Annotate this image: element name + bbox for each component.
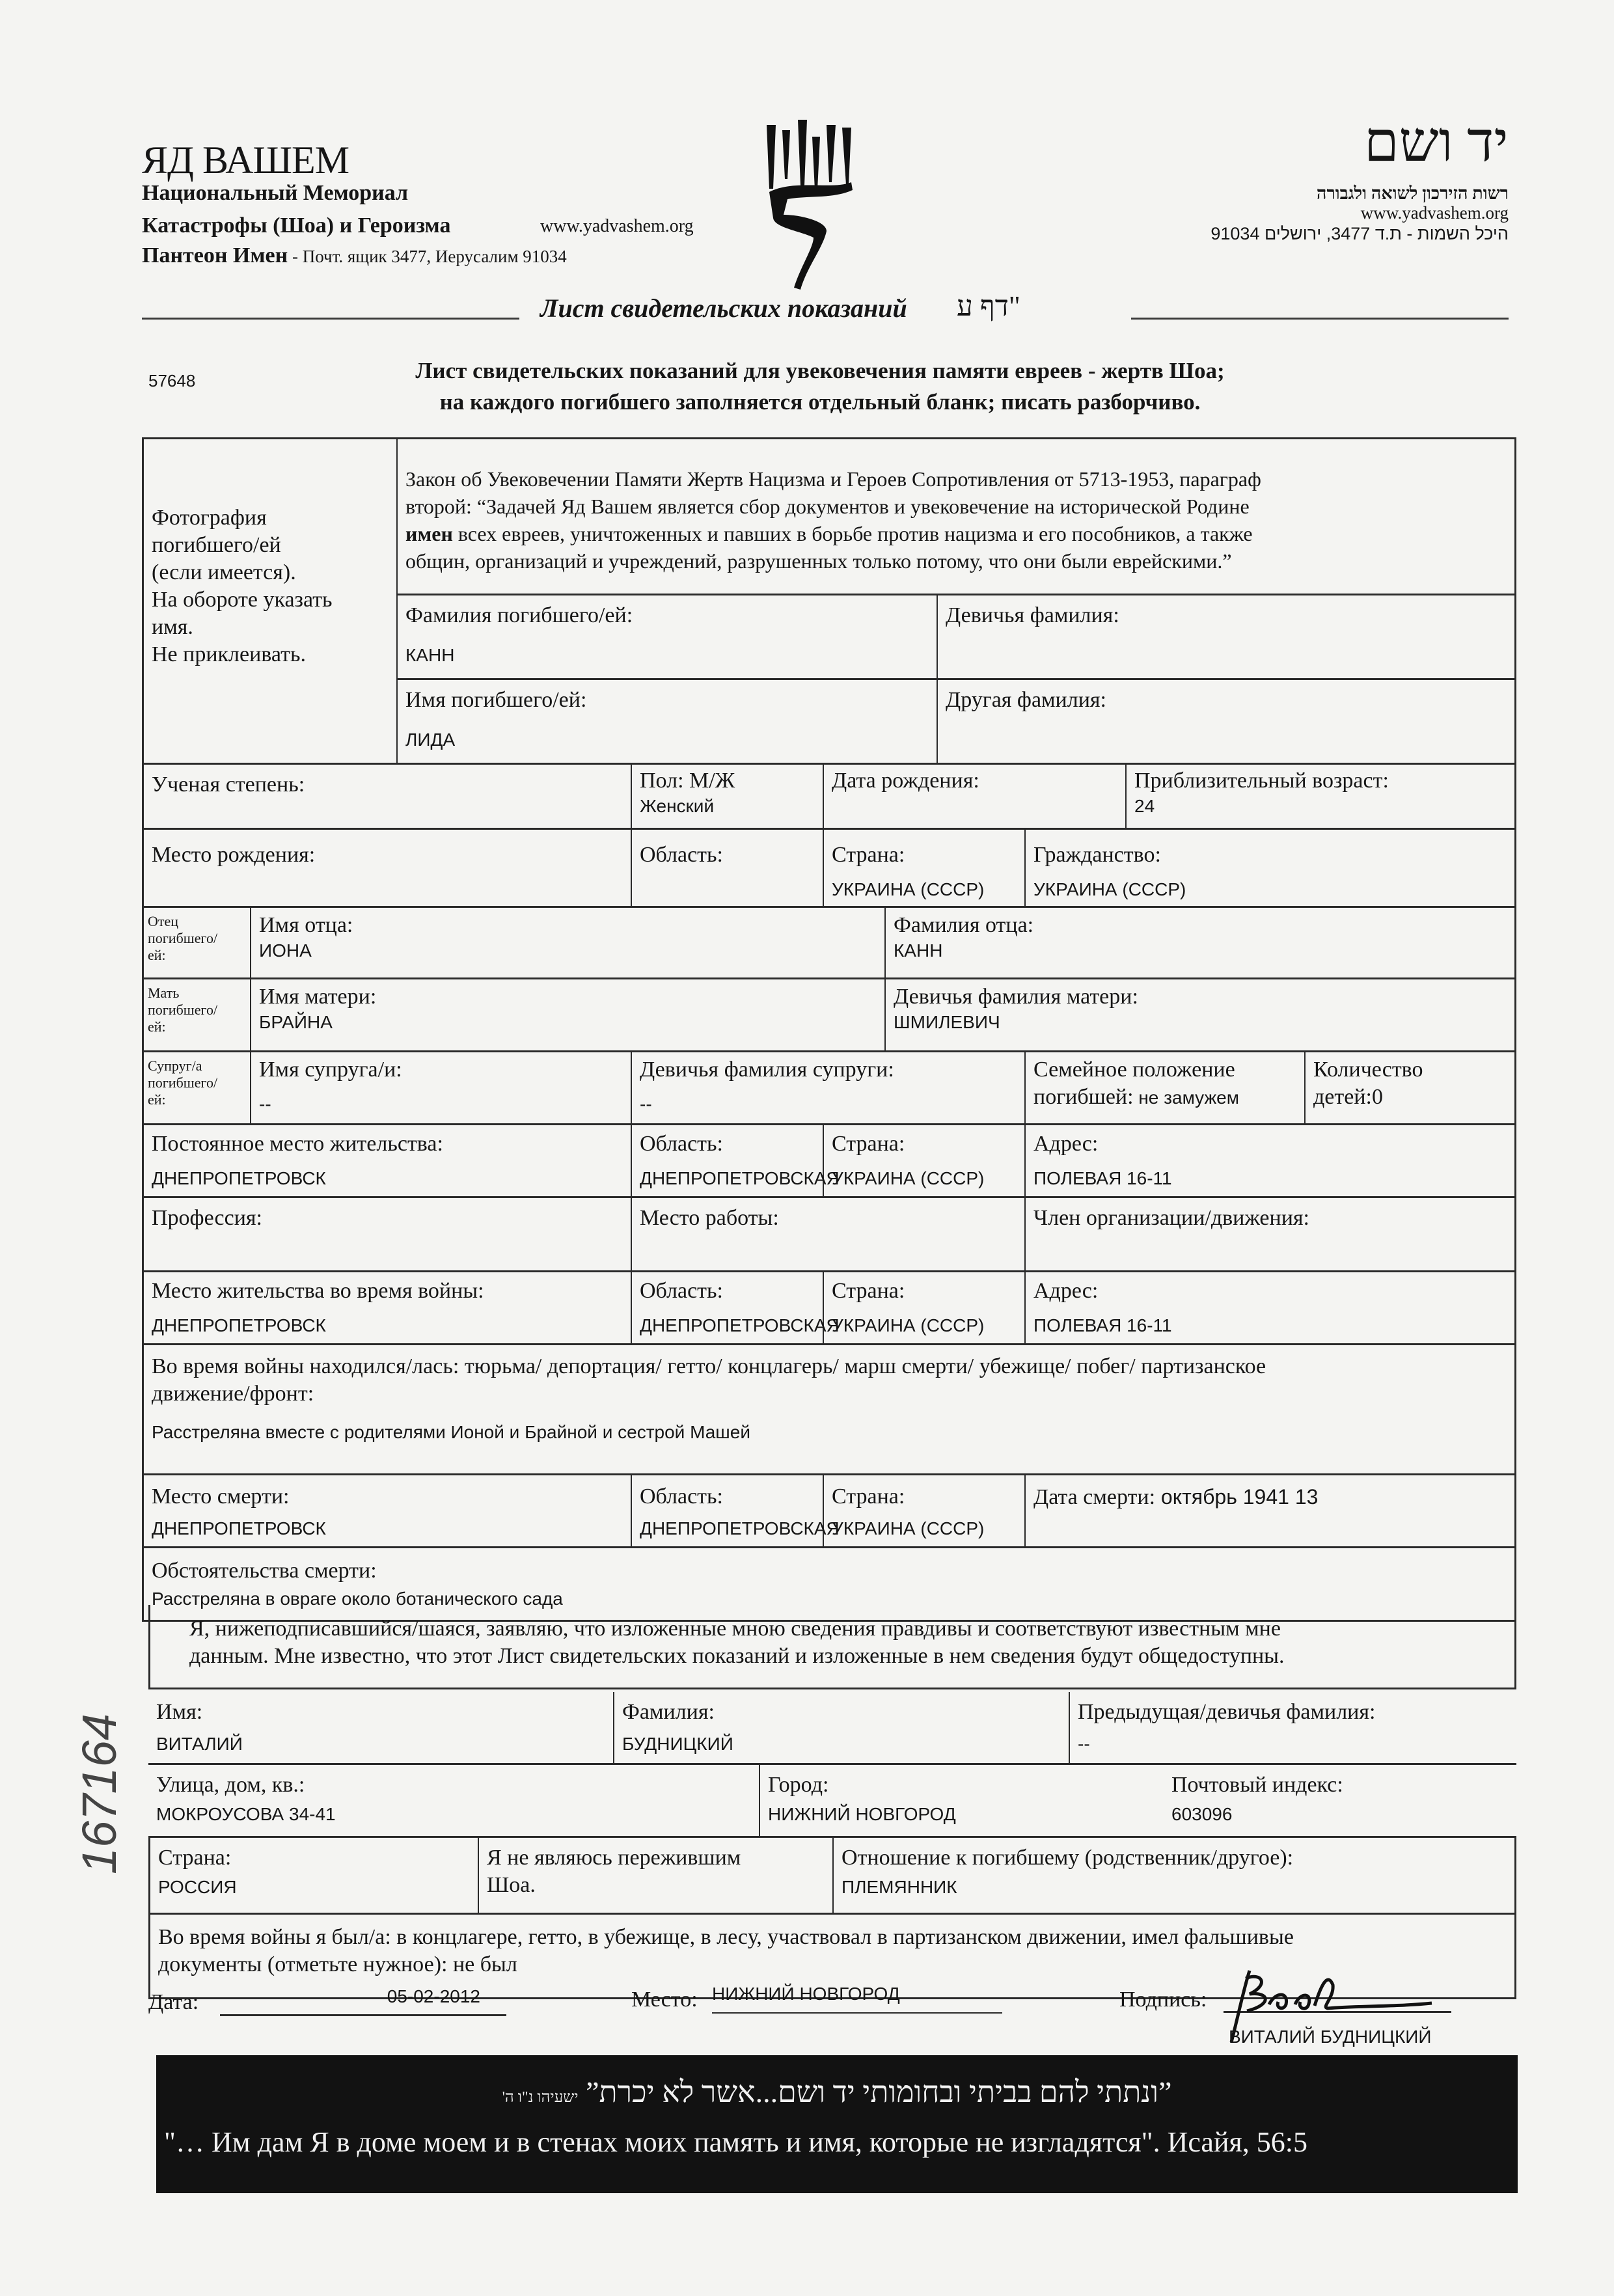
field-value: КАНН bbox=[405, 645, 455, 665]
side-label: Супруг/а bbox=[148, 1058, 202, 1074]
field-value: ДНЕПРОПЕТРОВСК bbox=[152, 1168, 326, 1188]
field-value: 05-02-2012 bbox=[387, 1986, 480, 2006]
field-label: Место рождения: bbox=[152, 843, 316, 867]
field-value: -- bbox=[1078, 1734, 1090, 1754]
org-name-he: יד ושם bbox=[1364, 111, 1509, 173]
side-label: Отец bbox=[148, 913, 179, 929]
sheet-title: Лист свидетельских показаний bbox=[540, 294, 907, 323]
document-id: 57648 bbox=[148, 371, 196, 390]
degree-field[interactable] bbox=[144, 765, 632, 830]
death-date-line bbox=[1033, 1483, 1507, 1511]
field-value: ПОЛЕВАЯ 16-11 bbox=[1033, 1315, 1172, 1335]
father-name-field[interactable] bbox=[251, 908, 886, 979]
victim-surname-field[interactable] bbox=[398, 595, 938, 680]
instructions-line-1: Лист свидетельских показаний для увековечения памяти евреев - жертв Шоа; bbox=[415, 358, 1225, 383]
place-label: Место: bbox=[631, 1988, 698, 2012]
submitter-street-field[interactable] bbox=[148, 1765, 760, 1838]
photo-label: Фотография bbox=[152, 506, 267, 530]
submitter-country-field[interactable] bbox=[150, 1838, 479, 1915]
relation-field[interactable] bbox=[834, 1838, 1514, 1915]
permanent-residence-field[interactable] bbox=[144, 1125, 632, 1198]
permanent-address-field[interactable] bbox=[1026, 1125, 1516, 1198]
org-subtitle-3 bbox=[142, 243, 567, 268]
field-value: УКРАИНА (СССР) bbox=[832, 879, 985, 899]
children-count-field[interactable] bbox=[1306, 1052, 1516, 1125]
submitter-section bbox=[148, 1692, 1516, 1976]
field-value: УКРАИНА (СССР) bbox=[832, 1518, 985, 1538]
field-label: Во время войны я был/а: в концлагере, гетто, в убежище, в лесу, участвовал в партизанском движении, имел фальшивые bbox=[158, 1925, 1294, 1949]
death-country-field[interactable] bbox=[824, 1475, 1026, 1548]
signature-label: Подпись: bbox=[1119, 1988, 1207, 2012]
mother-maiden-name-field[interactable] bbox=[886, 979, 1516, 1052]
membership-field[interactable] bbox=[1026, 1198, 1516, 1272]
field-value: 24 bbox=[1134, 796, 1155, 816]
declaration-line: данным. Мне известно, что этот Лист свидетельских показаний и изложенные в нем сведения будут общедоступны. bbox=[189, 1644, 1285, 1668]
wartime-whereabouts-field[interactable] bbox=[144, 1345, 1516, 1475]
title-rule-left bbox=[142, 318, 519, 320]
field-label: Обстоятельства смерти: bbox=[152, 1559, 377, 1583]
field-value: ЛИДА bbox=[405, 730, 456, 750]
field-value: ДНЕПРОПЕТРОВСКАЯ bbox=[640, 1168, 840, 1188]
birth-region-field[interactable] bbox=[632, 830, 824, 908]
field-label: Девичья фамилия: bbox=[946, 603, 1119, 627]
marital-status-field[interactable] bbox=[1026, 1052, 1306, 1125]
victim-form-table bbox=[142, 437, 1516, 1622]
photo-label: погибшего/ей bbox=[152, 533, 281, 557]
law-line bbox=[405, 520, 1507, 547]
field-label: Область: bbox=[640, 843, 723, 867]
title-rule-right bbox=[1131, 318, 1509, 320]
mother-name-field[interactable] bbox=[251, 979, 886, 1052]
footer-quote-ru: "… Им дам Я в доме моем и в стенах моих память и имя, которые не изгладятся". Исайя, 56:5 bbox=[164, 2126, 1307, 2158]
field-value: НИЖНИЙ НОВГОРОД bbox=[768, 1804, 956, 1824]
field-label: Я не являюсь пережившим bbox=[487, 1846, 741, 1870]
field-label: Профессия: bbox=[152, 1206, 262, 1230]
field-value: октябрь 1941 13 bbox=[1155, 1485, 1319, 1509]
field-label: Фамилия отца: bbox=[894, 913, 1034, 937]
photo-box[interactable] bbox=[144, 439, 398, 765]
field-label: Девичья фамилия матери: bbox=[894, 985, 1138, 1009]
field-label: Имя матери: bbox=[259, 985, 377, 1009]
birth-country-field[interactable] bbox=[824, 830, 1026, 908]
field-label: Улица, дом, кв.: bbox=[156, 1773, 305, 1797]
field-label: Предыдущая/девичья фамилия: bbox=[1078, 1700, 1376, 1724]
side-label: погибшего/ bbox=[148, 1002, 218, 1018]
field-label: движение/фронт: bbox=[152, 1382, 314, 1406]
footer-quote-band bbox=[156, 2055, 1518, 2193]
field-label: Город: bbox=[768, 1773, 829, 1797]
field-label: Семейное положение bbox=[1033, 1058, 1235, 1082]
law-line: общин, организаций и учреждений, разрушенных только потому, что они были еврейскими.” bbox=[405, 549, 1232, 573]
field-label: Шоа. bbox=[487, 1873, 536, 1897]
permanent-country-field[interactable] bbox=[824, 1125, 1026, 1198]
photo-label: (если имеется). bbox=[152, 560, 296, 584]
field-label: Имя: bbox=[156, 1700, 203, 1724]
declaration-box bbox=[148, 1605, 1516, 1689]
field-value: 603096 bbox=[1171, 1804, 1233, 1824]
side-label: ей: bbox=[148, 947, 166, 963]
field-value: БРАЙНА bbox=[259, 1012, 333, 1032]
wartime-region-field[interactable] bbox=[632, 1272, 840, 1345]
postal-address-he: היכל השמות - ת.ד 3477, ירושלים 91034 bbox=[1210, 224, 1509, 243]
field-label: Адрес: bbox=[1033, 1279, 1099, 1303]
field-value: ДНЕПРОПЕТРОВСКАЯ bbox=[640, 1315, 840, 1335]
field-value: Женский bbox=[640, 796, 715, 816]
victim-first-name-field[interactable] bbox=[398, 680, 938, 765]
spouse-side-label bbox=[144, 1052, 251, 1125]
field-label: Страна: bbox=[832, 1132, 905, 1156]
field-value: не был bbox=[447, 1952, 517, 1976]
field-value: БУДНИЦКИЙ bbox=[622, 1734, 733, 1754]
field-label: Постоянное место жительства: bbox=[152, 1132, 443, 1156]
field-label: Отношение к погибшему (родственник/другое): bbox=[841, 1846, 1294, 1870]
citizenship-field[interactable] bbox=[1026, 830, 1516, 908]
photo-label: имя. bbox=[152, 615, 193, 639]
field-label: Фамилия погибшего/ей: bbox=[405, 603, 633, 627]
postal-address: - Почт. ящик 3477, Иерусалим 91034 bbox=[288, 247, 567, 266]
yad-vashem-logo-icon bbox=[761, 117, 872, 293]
side-label: ей: bbox=[148, 1018, 166, 1035]
not-survivor-checkbox[interactable] bbox=[479, 1838, 834, 1915]
submitter-surname-field[interactable] bbox=[614, 1692, 1070, 1765]
wartime-address-field[interactable] bbox=[1026, 1272, 1516, 1345]
field-label: Пол: М/Ж bbox=[640, 769, 735, 793]
submitter-zip-field[interactable] bbox=[1164, 1765, 1516, 1838]
field-value: не замужем bbox=[1133, 1087, 1239, 1108]
field-label: Область: bbox=[640, 1484, 723, 1509]
field-label: Страна: bbox=[832, 1279, 905, 1303]
gender-field[interactable] bbox=[632, 765, 824, 830]
law-line: второй: “Задачей Яд Вашем является сбор документов и увековечение на исторической Родине bbox=[405, 495, 1250, 518]
field-label: Член организации/движения: bbox=[1033, 1206, 1309, 1230]
field-label: Страна: bbox=[832, 1484, 905, 1509]
field-label: Место смерти: bbox=[152, 1484, 290, 1509]
wartime-residence-field[interactable] bbox=[144, 1272, 632, 1345]
death-date-field[interactable] bbox=[1026, 1475, 1516, 1548]
field-label: Девичья фамилия супруги: bbox=[640, 1058, 894, 1082]
field-value: ИОНА bbox=[259, 940, 312, 961]
field-value: ШМИЛЕВИЧ bbox=[894, 1012, 1000, 1032]
field-label: Страна: bbox=[158, 1846, 232, 1870]
field-label: Приблизительный возраст: bbox=[1134, 769, 1389, 793]
place-input[interactable] bbox=[712, 1982, 1002, 2014]
form-instructions bbox=[325, 355, 1315, 418]
handwritten-archive-number: 167164 bbox=[72, 1714, 126, 1874]
field-value: ДНЕПРОПЕТРОВСК bbox=[152, 1315, 326, 1335]
field-label: Место жительства во время войны: bbox=[152, 1279, 484, 1303]
field-label: Фамилия: bbox=[622, 1700, 715, 1724]
permanent-region-field[interactable] bbox=[632, 1125, 840, 1198]
wartime-country-field[interactable] bbox=[824, 1272, 1026, 1345]
field-value: РОССИЯ bbox=[158, 1877, 237, 1897]
instructions-line-2: на каждого погибшего заполняется отдельный бланк; писать разборчиво. bbox=[439, 389, 1201, 415]
field-value: Расстреляна в овраге около ботанического сада bbox=[152, 1589, 563, 1609]
field-label: Место работы: bbox=[640, 1206, 779, 1230]
submitter-previous-surname-field[interactable] bbox=[1070, 1692, 1516, 1765]
side-label: погибшего/ bbox=[148, 1074, 218, 1091]
mother-side-label bbox=[144, 979, 251, 1052]
field-label: Дата рождения: bbox=[832, 769, 979, 793]
org-name-ru: ЯД ВАШЕМ bbox=[142, 139, 349, 182]
photo-label: На обороте указать bbox=[152, 588, 333, 612]
field-label: Количество bbox=[1313, 1058, 1423, 1082]
field-value: ДНЕПРОПЕТРОВСКАЯ bbox=[640, 1518, 840, 1538]
field-label: погибшей: bbox=[1033, 1085, 1134, 1109]
field-label: Ученая степень: bbox=[152, 772, 305, 797]
birth-place-field[interactable] bbox=[144, 830, 632, 908]
quote-he-reference: ישעיהו נ"ו ה' bbox=[502, 2089, 579, 2106]
field-label: Страна: bbox=[832, 843, 905, 867]
signer-name: ВИТАЛИЙ БУДНИЦКИЙ bbox=[1229, 2027, 1432, 2047]
pantheon-label: Пантеон Имен bbox=[142, 243, 288, 267]
side-label: Мать bbox=[148, 985, 180, 1001]
law-line-text: всех евреев, уничтоженных и павших в борьбе против нацизма и его пособников, а также bbox=[452, 522, 1253, 545]
field-value: 0 bbox=[1371, 1085, 1383, 1109]
date-input[interactable] bbox=[220, 1985, 506, 2016]
victim-other-surname-field[interactable] bbox=[938, 680, 1516, 765]
victim-maiden-name-field[interactable] bbox=[938, 595, 1516, 680]
side-label: погибшего/ bbox=[148, 930, 218, 946]
spouse-maiden-name-field[interactable] bbox=[632, 1052, 1026, 1125]
children-count-line bbox=[1313, 1084, 1507, 1111]
declaration-line: Я, нижеподписавшийся/шаяся, заявляю, что изложенные мною сведения правдивы и соответствуют известным мне bbox=[189, 1617, 1281, 1641]
field-label: Имя погибшего/ей: bbox=[405, 688, 587, 712]
website-link-right[interactable]: www.yadvashem.org bbox=[1360, 203, 1509, 223]
submitter-city-field[interactable] bbox=[760, 1765, 1164, 1838]
field-label: Другая фамилия: bbox=[946, 688, 1106, 712]
field-label: документы (отметьте нужное): bbox=[158, 1952, 448, 1976]
field-value: Расстреляна вместе с родителями Ионой и Брайной и сестрой Машей bbox=[152, 1422, 750, 1442]
law-text bbox=[398, 439, 1516, 595]
quote-he-text: ”ונתתי להם בביתי ובחומותי יד ושם...אשר לא יכרת” bbox=[586, 2075, 1172, 2109]
marital-status-line bbox=[1033, 1084, 1296, 1112]
workplace-field[interactable] bbox=[632, 1198, 1026, 1272]
field-value: КАНН bbox=[894, 940, 943, 961]
field-label: Адрес: bbox=[1033, 1132, 1099, 1156]
field-value: ПОЛЕВАЯ 16-11 bbox=[1033, 1168, 1172, 1188]
death-region-field[interactable] bbox=[632, 1475, 840, 1548]
field-value: МОКРОУСОВА 34-41 bbox=[156, 1804, 336, 1824]
field-value: УКРАИНА (СССР) bbox=[832, 1168, 985, 1188]
field-value: -- bbox=[640, 1094, 652, 1114]
profession-field[interactable] bbox=[144, 1198, 632, 1272]
date-label: Дата: bbox=[148, 1990, 199, 2014]
field-label: Гражданство: bbox=[1033, 843, 1161, 867]
field-label: Область: bbox=[640, 1132, 723, 1156]
field-label: Во время войны находился/лась: тюрьма/ депортация/ гетто/ концлагерь/ марш смерти/ убежище/ побег/ партизанское bbox=[152, 1354, 1266, 1378]
org-subtitle-1: Национальный Мемориал bbox=[142, 181, 409, 205]
footer-quote-he bbox=[156, 2075, 1518, 2109]
side-label: ей: bbox=[148, 1091, 166, 1108]
spouse-name-field[interactable] bbox=[251, 1052, 632, 1125]
field-label: Имя супруга/и: bbox=[259, 1058, 402, 1082]
field-value: УКРАИНА (СССР) bbox=[1033, 879, 1186, 899]
org-subtitle-2: Катастрофы (Шоа) и Героизма bbox=[142, 213, 451, 238]
field-value: ДНЕПРОПЕТРОВСК bbox=[152, 1518, 326, 1538]
org-subtitle-he: רשות הזירכון לשואה ולגבורה bbox=[1316, 184, 1509, 203]
field-value: УКРАИНА (СССР) bbox=[832, 1315, 985, 1335]
field-label: Почтовый индекс: bbox=[1171, 1773, 1343, 1797]
father-surname-field[interactable] bbox=[886, 908, 1516, 979]
daf-label: דף ע" bbox=[957, 290, 1020, 322]
death-place-field[interactable] bbox=[144, 1475, 632, 1548]
approx-age-field[interactable] bbox=[1127, 765, 1516, 830]
field-value: ПЛЕМЯННИК bbox=[841, 1877, 957, 1897]
law-line: Закон об Увековечении Памяти Жертв Нацизма и Героев Сопротивления от 5713-1953, параграф bbox=[405, 467, 1261, 491]
field-value: ВИТАЛИЙ bbox=[156, 1734, 243, 1754]
field-value: -- bbox=[259, 1094, 271, 1114]
field-label: Дата смерти: bbox=[1033, 1485, 1156, 1509]
field-label: Имя отца: bbox=[259, 913, 353, 937]
field-label: детей: bbox=[1313, 1085, 1372, 1109]
submitter-first-name-field[interactable] bbox=[148, 1692, 614, 1765]
photo-label: Не приклеивать. bbox=[152, 642, 306, 666]
field-label: Область: bbox=[640, 1279, 723, 1303]
birth-date-field[interactable] bbox=[824, 765, 1127, 830]
website-link-left[interactable]: www.yadvashem.org bbox=[540, 216, 694, 236]
field-value: НИЖНИЙ НОВГОРОД bbox=[712, 1984, 900, 2004]
father-side-label bbox=[144, 908, 251, 979]
law-bold-word: имен bbox=[405, 522, 453, 545]
